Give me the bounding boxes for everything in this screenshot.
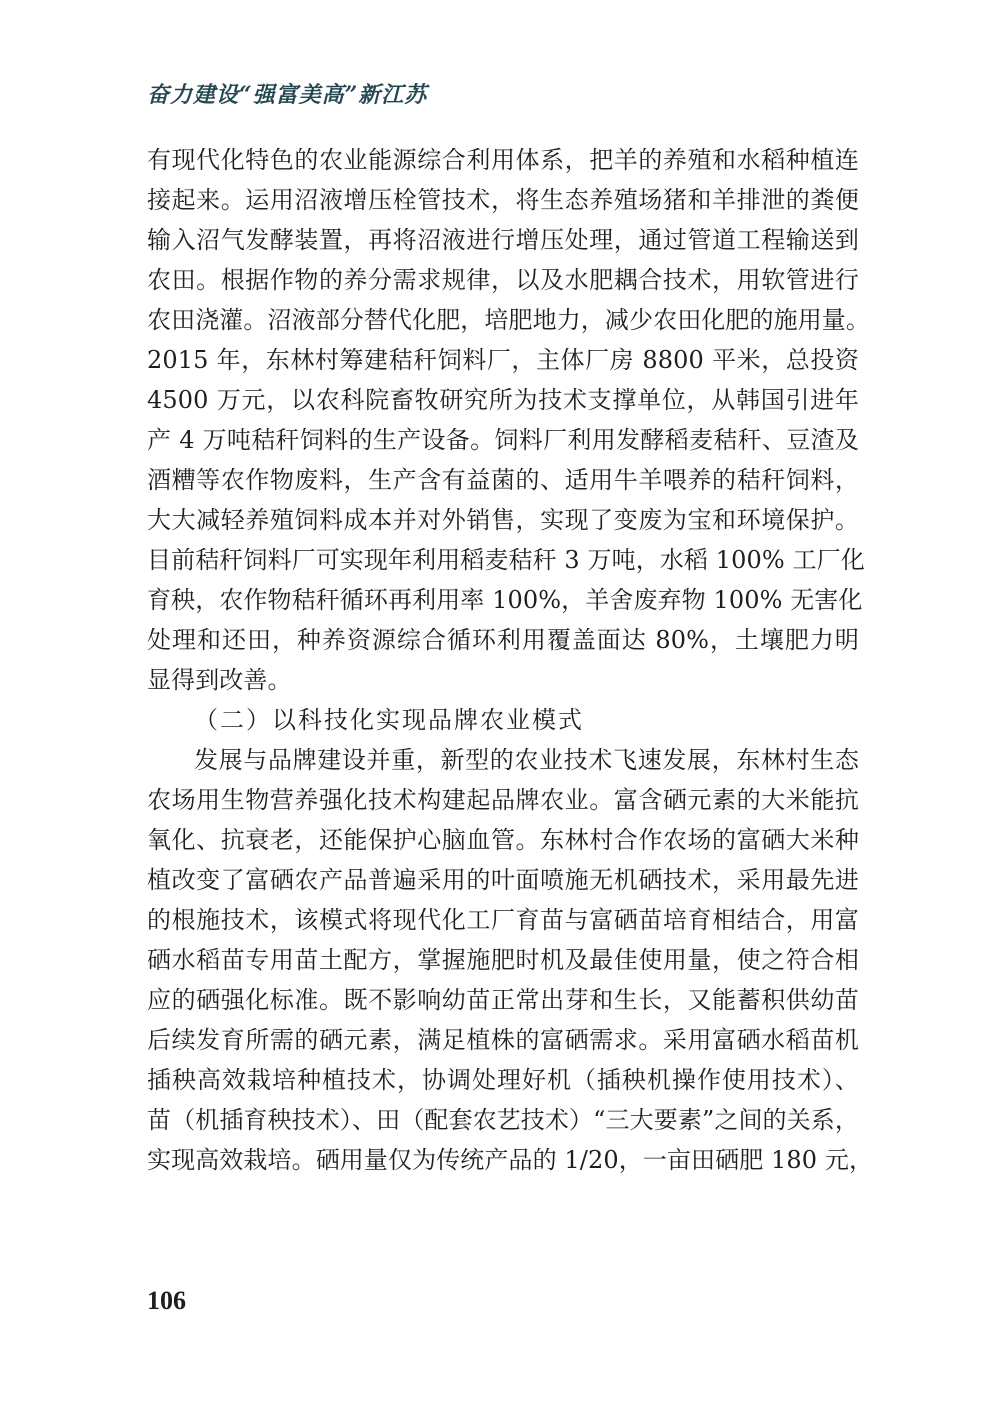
text-line: 酒糟等农作物废料，生产含有益菌的、适用牛羊喂养的秸秆饲料，	[147, 466, 859, 494]
text-line: 氧化、抗衰老，还能保护心脑血管。东林村合作农场的富硒大米种	[147, 826, 859, 854]
paragraph-2	[147, 740, 874, 1180]
text-line: 实现高效栽培。硒用量仅为传统产品的 1/20，一亩田硒肥 180 元，	[147, 1146, 874, 1174]
text-line: 大大减轻养殖饲料成本并对外销售，实现了变废为宝和环境保护。	[147, 506, 859, 534]
page-number: 106	[147, 1286, 186, 1315]
running-header: 奋力建设“强富美高”新江苏	[147, 82, 428, 108]
text-line: 目前秸秆饲料厂可实现年利用稻麦秸秆 3 万吨，水稻 100% 工厂化	[147, 546, 865, 574]
text-line: 2015 年，东林村筹建秸秆饲料厂，主体厂房 8800 平米，总投资	[147, 346, 859, 374]
section-heading: （二）以科技化实现品牌农业模式	[194, 706, 584, 734]
text-line: 应的硒强化标准。既不影响幼苗正常出芽和生长，又能蓄积供幼苗	[147, 986, 859, 1014]
text-line: 苗（机插育秧技术）、田（配套农艺技术）“三大要素”之间的关系，	[147, 1106, 859, 1134]
text-line: 的根施技术，该模式将现代化工厂育苗与富硒苗培育相结合，用富	[147, 906, 859, 934]
text-line: 有现代化特色的农业能源综合利用体系，把羊的养殖和水稻种植连	[147, 146, 859, 174]
text-line: 处理和还田，种养资源综合循环利用覆盖面达 80%，土壤肥力明	[147, 626, 859, 654]
text-line: 农田。根据作物的养分需求规律，以及水肥耦合技术，用软管进行	[147, 266, 859, 294]
text-line: 产 4 万吨秸秆饲料的生产设备。饲料厂利用发酵稻麦秸秆、豆渣及	[147, 426, 859, 454]
text-line: 4500 万元，以农科院畜牧研究所为技术支撑单位，从韩国引进年	[147, 386, 859, 414]
text-line: 育秧，农作物秸秆循环再利用率 100%，羊舍废弃物 100% 无害化	[147, 586, 863, 614]
body-text	[147, 140, 874, 1180]
text-line: 输入沼气发酵装置，再将沼液进行增压处理，通过管道工程输送到	[147, 226, 859, 254]
text-line: 插秧高效栽培种植技术，协调处理好机（插秧机操作使用技术）、	[147, 1066, 859, 1094]
text-line: 显得到改善。	[147, 666, 292, 694]
paragraph-1	[147, 140, 870, 700]
text-line: 接起来。运用沼液增压栓管技术，将生态养殖场猪和羊排泄的粪便	[147, 186, 859, 214]
text-line: 农场用生物营养强化技术构建起品牌农业。富含硒元素的大米能抗	[147, 786, 859, 814]
text-line: 硒水稻苗专用苗土配方，掌握施肥时机及最佳使用量，使之符合相	[147, 946, 859, 974]
text-line: 后续发育所需的硒元素，满足植株的富硒需求。采用富硒水稻苗机	[147, 1026, 859, 1054]
text-line: 农田浇灌。沼液部分替代化肥，培肥地力，减少农田化肥的施用量。	[147, 306, 870, 334]
text-line: 发展与品牌建设并重，新型的农业技术飞速发展，东林村生态	[194, 746, 859, 774]
text-line: 植改变了富硒农产品普遍采用的叶面喷施无机硒技术，采用最先进	[147, 866, 859, 894]
